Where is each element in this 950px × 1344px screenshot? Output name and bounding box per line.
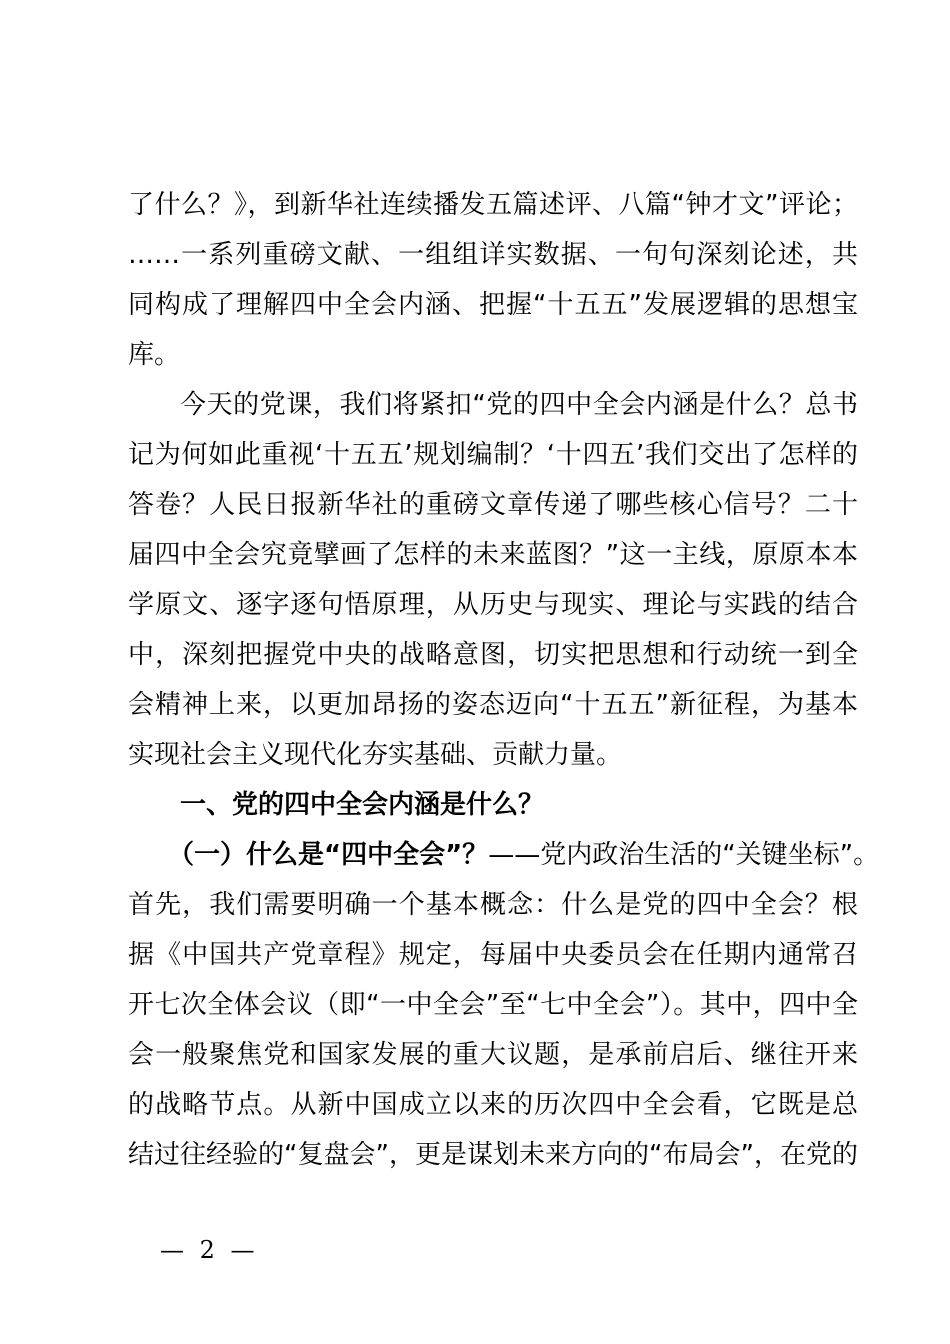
text-line: ……一系列重磅文献、一组组详实数据、一句句深刻论述，共 — [128, 240, 858, 270]
section-heading: 一、党的四中全会内涵是什么？ — [180, 790, 545, 820]
text-line: 答卷？人民日报新华社的重磅文章传递了哪些核心信号？二十 — [128, 490, 858, 520]
text-line: 届四中全会究竟擘画了怎样的未来蓝图？”这一主线，原原本本 — [128, 540, 858, 570]
text-line: 结过往经验的“复盘会”，更是谋划未来方向的“布局会”，在党的 — [128, 1140, 858, 1170]
text-line: 会一般聚焦党和国家发展的重大议题，是承前启后、继往开来 — [128, 1040, 858, 1070]
text-line: 中，深刻把握党中央的战略意图，切实把思想和行动统一到全 — [128, 640, 858, 670]
text-line: 今天的党课，我们将紧扣“党的四中全会内涵是什么？总书 — [180, 390, 858, 420]
document-page — [128, 180, 880, 1180]
subheading-normal: ——党内政治生活的“关键坐标”。 — [488, 840, 880, 870]
page-number: — 2 — — [160, 1236, 259, 1264]
text-line: 学原文、逐字逐句悟原理，从历史与现实、理论与实践的结合 — [128, 590, 858, 620]
text-line: 了什么？》，到新华社连续播发五篇述评、八篇“钟才文”评论； — [128, 190, 858, 220]
text-line: 的战略节点。从新中国成立以来的历次四中全会看，它既是总 — [128, 1090, 858, 1120]
text-line: 实现社会主义现代化夯实基础、贡献力量。 — [128, 740, 623, 770]
text-line: 据《中国共产党章程》规定，每届中央委员会在任期内通常召 — [128, 940, 858, 970]
text-line: 开七次全体会议（即“一中全会”至“七中全会”）。其中，四中全 — [128, 990, 858, 1020]
text-line: 同构成了理解四中全会内涵、把握“十五五”发展逻辑的思想宝 — [128, 290, 858, 320]
text-line: 首先，我们需要明确一个基本概念：什么是党的四中全会？根 — [128, 890, 858, 920]
subheading-bold: （一）什么是“四中全会”？ — [168, 840, 489, 870]
text-line: 会精神上来，以更加昂扬的姿态迈向“十五五”新征程，为基本 — [128, 690, 858, 720]
text-line: 库。 — [128, 340, 181, 370]
text-line: 记为何如此重视‘十五五’规划编制？‘十四五’我们交出了怎样的 — [128, 440, 858, 470]
subsection-heading — [128, 830, 880, 880]
